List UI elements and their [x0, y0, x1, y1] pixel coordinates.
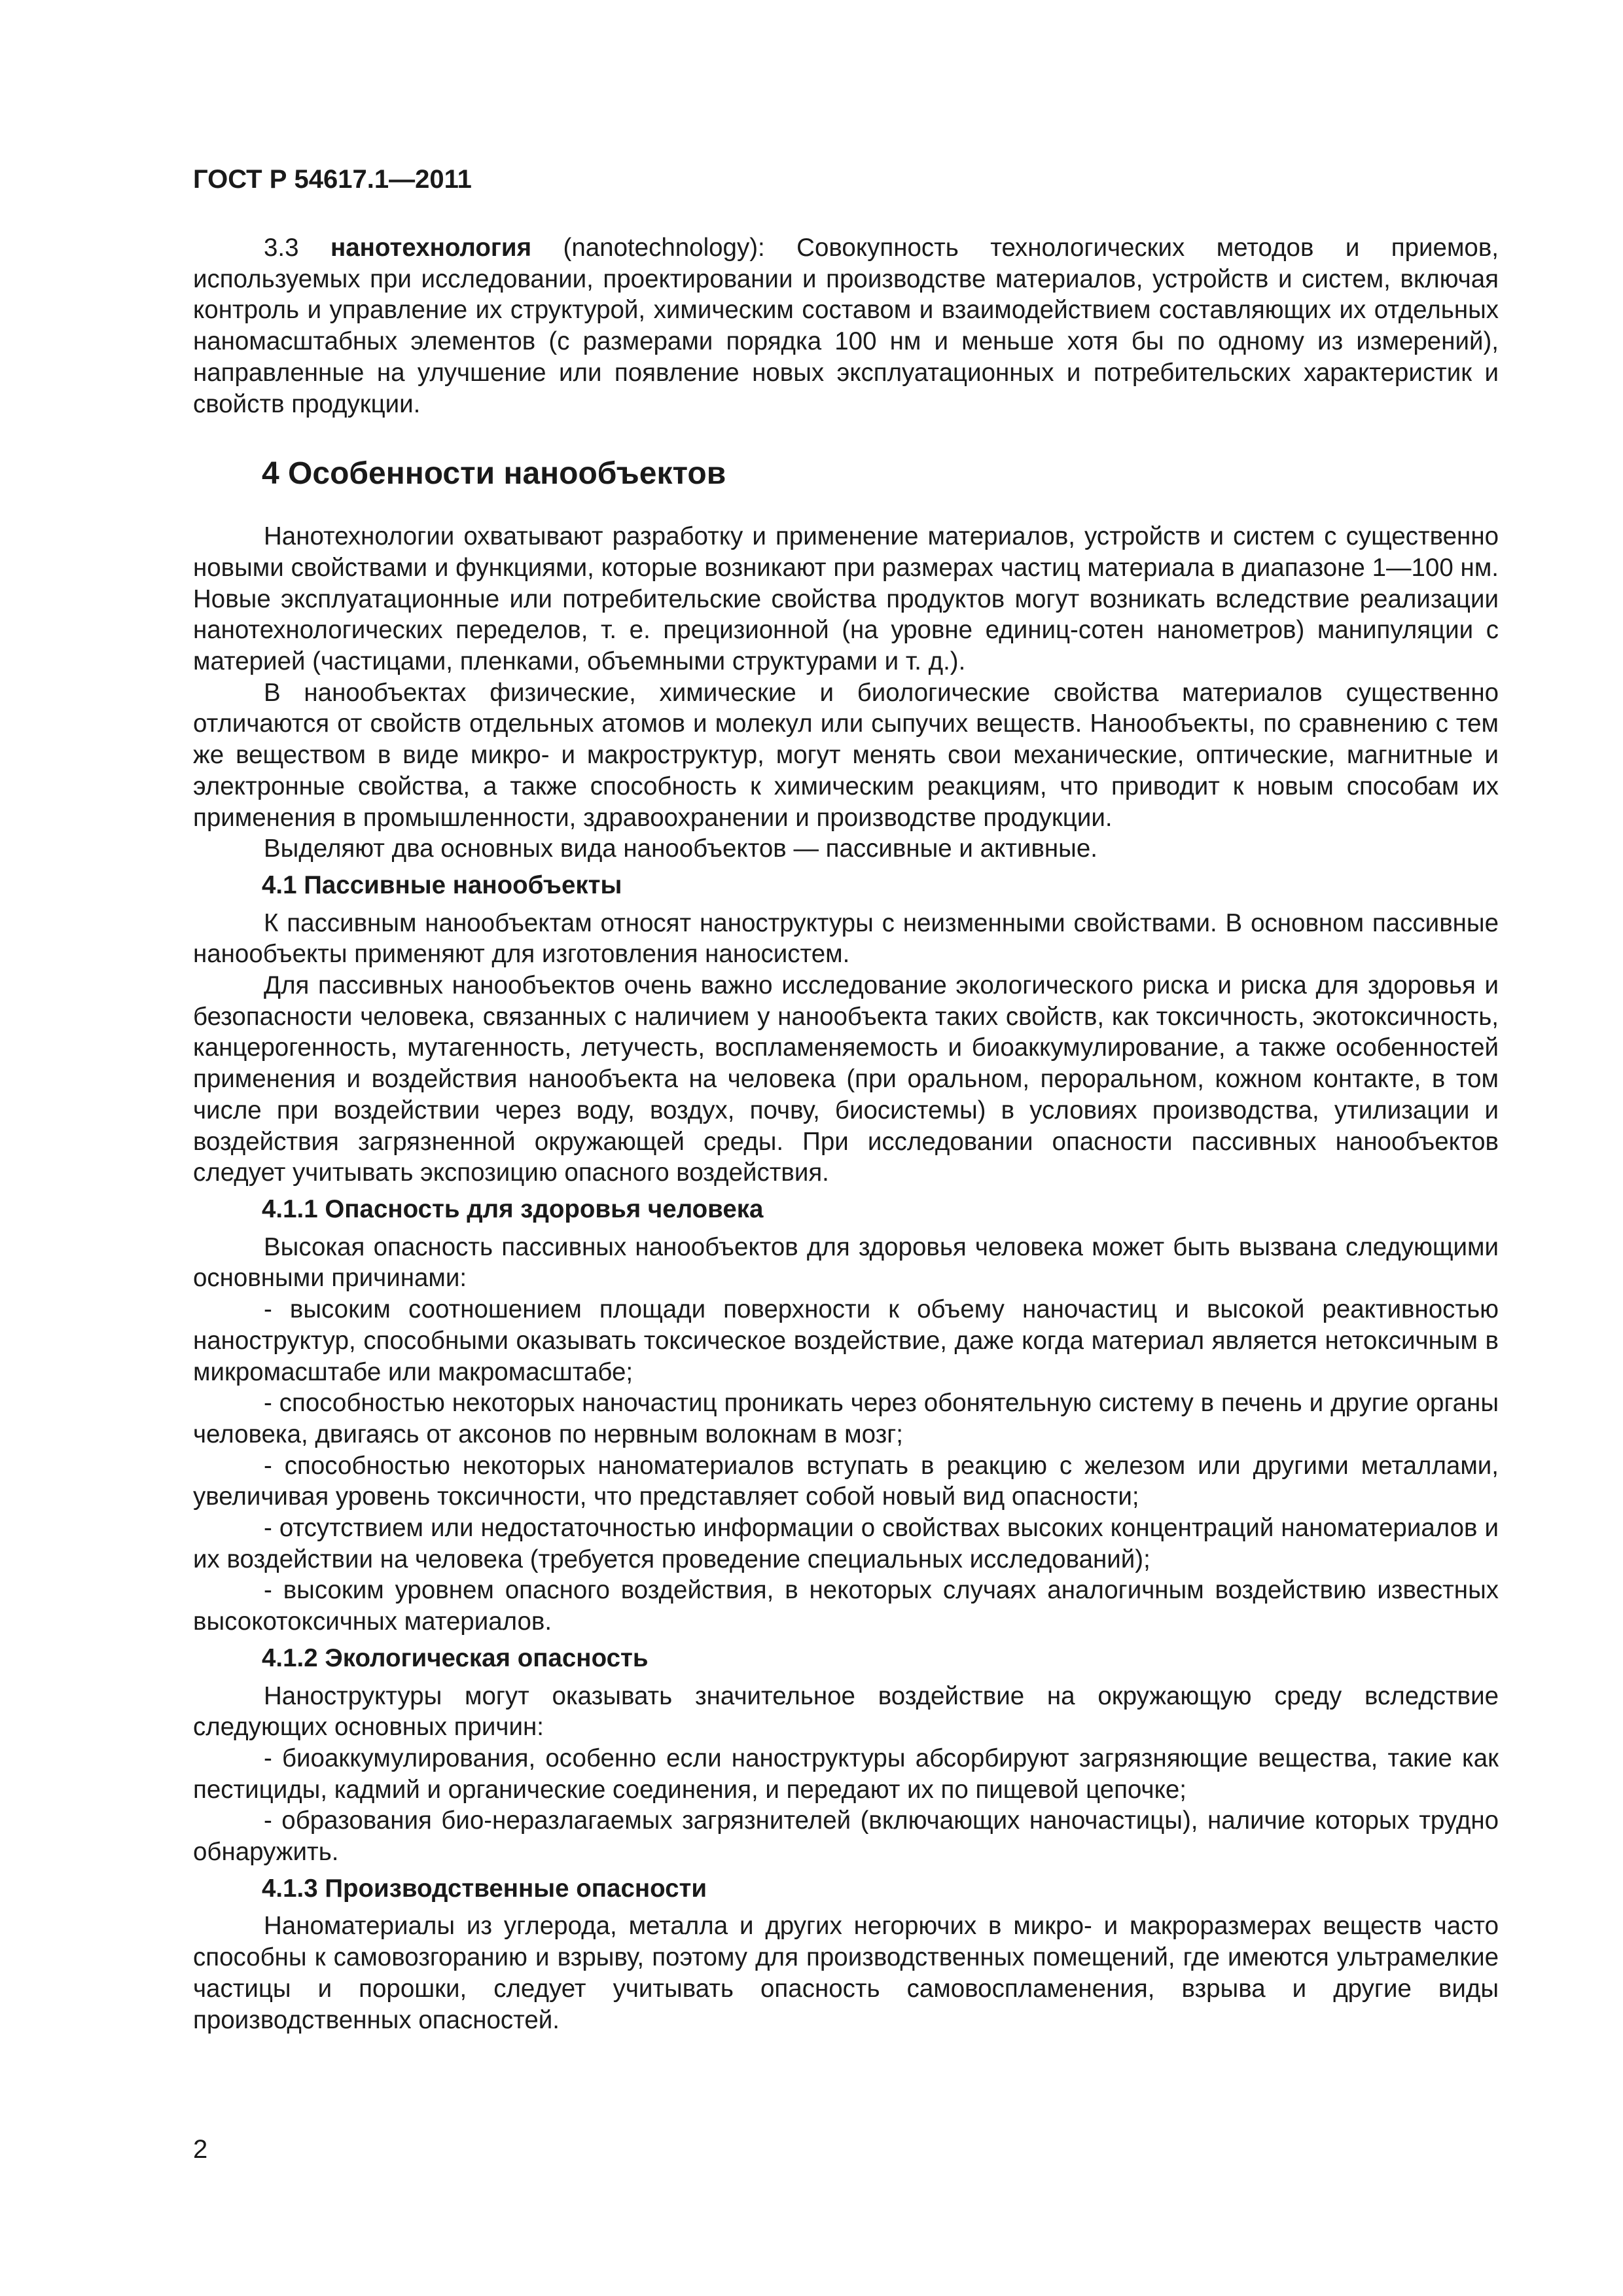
section-4-heading: 4 Особенности нанообъектов — [262, 456, 726, 492]
section-4-1-2-heading: 4.1.2 Экологическая опасность — [262, 1643, 649, 1672]
section-4-1-1-heading: 4.1.1 Опасность для здоровья человека — [262, 1194, 764, 1223]
section-4-1-1-paragraph: Высокая опасность пассивных нанообъектов для здоровья человека может быть вызвана следующими основными причинами: — [193, 1232, 1499, 1293]
section-4-1-paragraph: К пассивным нанообъектам относят наноструктуры с неизменными свойствами. В основном пассивные нанообъекты применяют для изготовления наносистем. — [193, 908, 1499, 969]
section-4-paragraph: Выделяют два основных вида нанообъектов — пассивные и активные. — [264, 834, 1097, 863]
section-4-1-2-paragraph: Наноструктуры могут оказывать значительное воздействие на окружающую среду вследствие следующих основных причин: — [193, 1681, 1499, 1742]
list-item: - высоким уровнем опасного воздействия, в некоторых случаях аналогичным воздействию известных высокотоксичных материалов. — [193, 1576, 1499, 1636]
list-item: - образования био-неразлагаемых загрязнителей (включающих наночастицы), наличие которых трудно обнаружить. — [193, 1806, 1499, 1867]
list-item: - способностью некоторых наноматериалов вступать в реакцию с железом или другими металлами, увеличивая уровень токсичности, что представляет собой новый вид опасности; — [193, 1451, 1499, 1511]
section-4-paragraph: В нанообъектах физические, химические и биологические свойства материалов существенно отличаются от свойств отдельных атомов и молекул или сыпучих веществ. Нанообъекты, по сравнению с тем же веществом в виде микро- и макроструктур, могут менять свои механические, оптические, магнитные и электронные свойства, а также способность к химическим реакциям, что приводит к новым способам их применения в промышленности, здравоохранении и производстве продукции. — [193, 678, 1499, 832]
term-definition: Совокупность технологических методов и приемов, используемых при исследовании, проектировании и производстве материалов, устройств и систем, включая контроль и управление их структурой, химическим составом и взаимодействием составляющих их отдельных наномасштабных элементов (с размерами порядка 100 нм и меньше хотя бы по одному из измерений), направленные на улучшение или появление новых эксплуатационных и потребительских характеристик и свойств продукции. — [193, 234, 1499, 418]
section-4-1-3-paragraph: Наноматериалы из углерода, металла и других негорючих в микро- и макроразмерах веществ часто способны к самовозгоранию и взрыву, поэтому для производственных помещений, где имеются ультрамелкие частицы и порошки, следует учитывать опасность самовоспламенения, взрыва и другие виды производственных опасностей. — [193, 1912, 1499, 2034]
term-number: 3.3 — [264, 234, 299, 262]
list-item: - способностью некоторых наночастиц проникать через обонятельную систему в печень и другие органы человека, двигаясь от аксонов по нервным волокнам в мозг; — [193, 1389, 1499, 1448]
list-item: - высоким соотношением площади поверхности к объему наночастиц и высокой реактивностью наноструктур, способными оказывать токсическое воздействие, даже когда материал является нетоксичным в микромасштабе или макромасштабе; — [193, 1295, 1499, 1386]
section-4-1-3-heading: 4.1.3 Производственные опасности — [262, 1874, 707, 1903]
list-item: - биоаккумулирования, особенно если наноструктуры абсорбируют загрязняющие вещества, такие как пестициды, кадмий и органические соединения, и передают их по пищевой цепочке; — [193, 1744, 1499, 1804]
section-4-1-heading: 4.1 Пассивные нанообъекты — [262, 870, 622, 899]
section-4-paragraph: Нанотехнологии охватывают разработку и применение материалов, устройств и систем с существенно новыми свойствами и функциями, которые возникают при размерах частиц материала в диапазоне 1—100 нм. Новые эксплуатационные или потребительские свойства продуктов могут возникать вследствие реализации нанотехнологических переделов, т. е. прецизионной (на уровне единиц-сотен нанометров) манипуляции с материей (частицами, пленками, объемными структурами и т. д.). — [193, 522, 1499, 676]
term-name: нанотехнология — [330, 234, 532, 262]
list-item: - отсутствием или недостаточностью информации о свойствах высоких концентраций наноматериалов и их воздействии на человека (требуется проведение специальных исследований); — [193, 1514, 1499, 1573]
document-body — [193, 232, 1499, 2036]
term-3-3-paragraph — [193, 232, 1499, 420]
term-english: (nanotechnology): — [563, 234, 765, 262]
document-code: ГОСТ Р 54617.1—2011 — [193, 165, 472, 194]
section-4-1-paragraph: Для пассивных нанообъектов очень важно исследование экологического риска и риска для здоровья и безопасности человека, связанных с наличием у нанообъекта таких свойств, как токсичность, экотоксичность, канцерогенность, мутагенность, летучесть, воспламеняемость и биоаккумулирование, а также особенностей применения и воздействия нанообъекта на человека (при оральном, пероральном, кожном контакте, в том числе при воздействии через воду, воздух, почву, биосистемы) в условиях производства, утилизации и воздействия загрязненной окружающей среды. При исследовании опасности пассивных нанообъектов следует учитывать экспозицию опасного воздействия. — [193, 971, 1499, 1187]
page-number: 2 — [193, 2135, 208, 2164]
